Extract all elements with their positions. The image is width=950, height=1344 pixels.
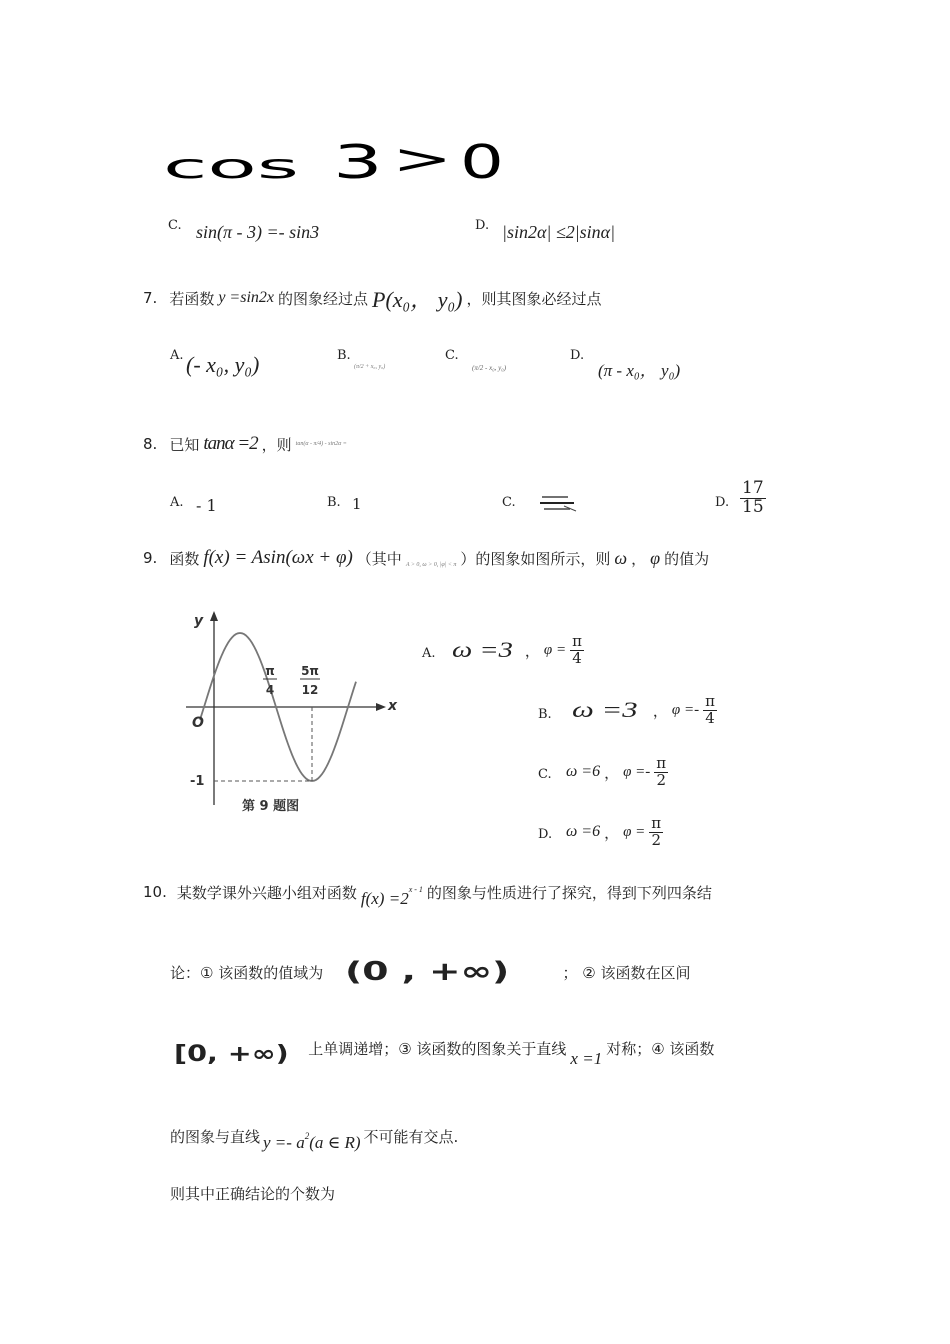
q9-text-d: 的值为 (664, 549, 710, 568)
q9-option-c-den: 2 (656, 770, 666, 789)
q9-graph-x-label: x (388, 698, 398, 714)
q7-option-c-expr: (π/2 - x₀, y₀) (472, 364, 507, 372)
q7-option-d-label: D. (570, 348, 585, 363)
q9-question (143, 538, 709, 578)
q9-option-d-phi: φ = (623, 823, 646, 840)
q6-option-d-expr: |sin2α| ≤2|sinα| (502, 222, 616, 242)
q8-question (143, 428, 347, 460)
q9-graph-tick1-den: 4 (265, 683, 275, 697)
q7-question (143, 278, 601, 318)
q10-line-1 (143, 876, 712, 908)
q9-cond: A > 0, ω > 0, |φ| < π (405, 562, 457, 568)
q9-option-a-label: A. (422, 646, 436, 661)
q9-option-d-label: D. (538, 827, 553, 842)
q10-line1-b: 的图象与性质进行了探究，得到下列四条结 (426, 883, 712, 902)
q8-option-b-value: 1 (352, 495, 362, 513)
q10-line-expr (263, 1131, 360, 1153)
q10-line-4 (170, 1118, 458, 1154)
q7-func: y =sin2x (218, 289, 274, 306)
q10-line-expr-base: y =- a (263, 1133, 305, 1152)
q9-option-d-den: 2 (651, 830, 661, 849)
q9-option-a: ω =3 ， φ = $\frac{\pi}{4}$ (452, 632, 582, 667)
q9-omega: ω (614, 547, 628, 568)
q9-option-c-omega: ω =6 (566, 763, 601, 781)
q10-interval: [0, +∞) (174, 1041, 289, 1067)
q9-graph-caption: 第 9 题图 (242, 799, 300, 814)
q10-func-exp: x - 1 (408, 885, 423, 894)
q7-option-d-expr: (π - x₀， y₀) (598, 361, 681, 380)
q8-option-d-label: D. (715, 495, 730, 510)
q9-option-b-omega: ω =3 (572, 697, 638, 723)
q8-option-c-garbled-fraction (538, 492, 578, 514)
q10-line-2 (170, 952, 690, 992)
q8-text-a: 已知 (169, 435, 200, 454)
q10-line2-b: ； ② 该函数在区间 (562, 963, 691, 982)
q10-line-5: 则其中正确结论的个数为 (170, 1185, 336, 1203)
q10-line3-a: 上单调递增；③ 该函数的图象关于直线 (308, 1039, 567, 1058)
q8-asked: tan(α - π/4) - sin2α = (295, 441, 347, 447)
q8-text-b: ，则 (261, 435, 292, 454)
q9-option-d-num: π (651, 814, 662, 832)
q7-option-a-expr: (- x₀, y₀) (186, 352, 260, 377)
top-expression-rhs: 0 (460, 135, 504, 189)
q10-func-base: f(x) =2 (360, 889, 409, 908)
q9-graph-tick1-num: π (265, 664, 275, 678)
q9-graph-origin-label: O (192, 715, 204, 731)
q10-range: (0 , +∞) (345, 957, 510, 987)
q8-number: 8. (143, 435, 158, 453)
q10-line-3 (174, 1036, 714, 1072)
q10-axis: x =1 (570, 1049, 603, 1068)
q9-text-a: 函数 (169, 549, 200, 568)
q9-graph (180, 605, 410, 820)
q9-option-d-omega: ω =6 (566, 823, 601, 841)
q8-option-d-fraction (740, 480, 766, 517)
top-expression (163, 130, 563, 190)
q9-option-c: ω =6 ， φ =- $\frac{\pi}{2}$ (566, 754, 667, 789)
top-expression-arg: 3 (333, 135, 383, 190)
q6-option-c-expr: sin(π - 3) =- sin3 (196, 222, 320, 242)
q10-line1-a: 某数学课外兴趣小组对函数 (176, 883, 357, 902)
q9-option-c-phi: φ =- (623, 763, 651, 780)
q8-option-b-label: B. (327, 495, 341, 510)
q7-text-c: ，则其图象必经过点 (466, 289, 602, 308)
q10-line-cond: (a ∈ R) (309, 1133, 361, 1152)
q10-line3-b: 对称；④ 该函数 (606, 1039, 715, 1058)
q8-option-c-label: C. (502, 495, 516, 510)
q9-func: f(x) = Asin(ωx + φ) (203, 547, 353, 568)
q7-text-b: 的图象经过点 (278, 289, 369, 308)
q7-point: P(x₀， y₀) (372, 286, 463, 312)
q9-graph-tick2-den: 12 (301, 683, 319, 697)
q9-option-c-num: π (656, 754, 667, 772)
q9-graph-y-label: y (194, 613, 204, 629)
q9-option-b-phi: φ =- (671, 701, 700, 718)
q9-phi: φ (650, 547, 661, 568)
q7-option-b-expr: (π/2 + x₀, y₀) (354, 364, 386, 370)
q7-text-a: 若函数 (169, 289, 215, 308)
q10-line4-b: 不可能有交点. (363, 1127, 459, 1146)
top-expression-func: cos (163, 147, 299, 187)
q8-option-c-garbled-svg (538, 492, 578, 514)
q7-option-a-label: A. (170, 348, 184, 363)
q9-option-b-den: 4 (705, 708, 715, 727)
q9-graph-x-arrow (376, 703, 386, 711)
q9-option-b: ω =3 ， φ =- $\frac{\pi}{4}$ (572, 692, 715, 727)
q9-option-a-num: π (572, 632, 582, 650)
q8-option-d-den: 15 (742, 496, 764, 517)
q6-option-d-label: D. (475, 218, 490, 233)
q9-text-b: （其中 (356, 549, 402, 568)
q9-number: 9. (143, 549, 158, 567)
q10-line-expr-sup: 2 (304, 1131, 310, 1141)
q9-option-c-label: C. (538, 767, 552, 782)
q9-graph-min-label: -1 (190, 774, 205, 789)
q8-option-d-num: 17 (742, 478, 764, 498)
q7-number: 7. (143, 289, 158, 307)
q10-line2-a: 论：① 该函数的值域为 (170, 963, 324, 982)
q9-comma: ， (631, 549, 647, 568)
q9-graph-tick2-num: 5π (301, 664, 319, 678)
q6-option-c-label: C. (168, 218, 182, 233)
q7-option-b-label: B. (337, 348, 351, 363)
q9-graph-y-arrow (210, 611, 218, 621)
q9-option-a-omega: ω =3 (452, 637, 513, 663)
q8-given: tanα =2 (203, 433, 258, 454)
q9-text-c: ）的图象如图所示，则 (460, 549, 611, 568)
q10-func (361, 885, 423, 909)
q7-option-c-label: C. (445, 348, 459, 363)
top-expression-svg (163, 130, 563, 190)
q9-option-a-phi: φ = (543, 641, 567, 658)
q10-number: 10. (143, 883, 167, 901)
q9-option-b-num: π (705, 692, 715, 710)
q9-option-d: ω =6 ， φ = $\frac{\pi}{2}$ (566, 814, 662, 849)
q9-option-b-label: B. (538, 707, 552, 722)
q8-option-a-label: A. (170, 495, 184, 510)
q8-option-a-value: - 1 (196, 496, 217, 515)
q9-graph-svg (180, 605, 410, 820)
q9-option-a-den: 4 (572, 648, 582, 667)
q10-line4-a: 的图象与直线 (170, 1127, 261, 1146)
top-expression-rel: > (392, 134, 453, 184)
